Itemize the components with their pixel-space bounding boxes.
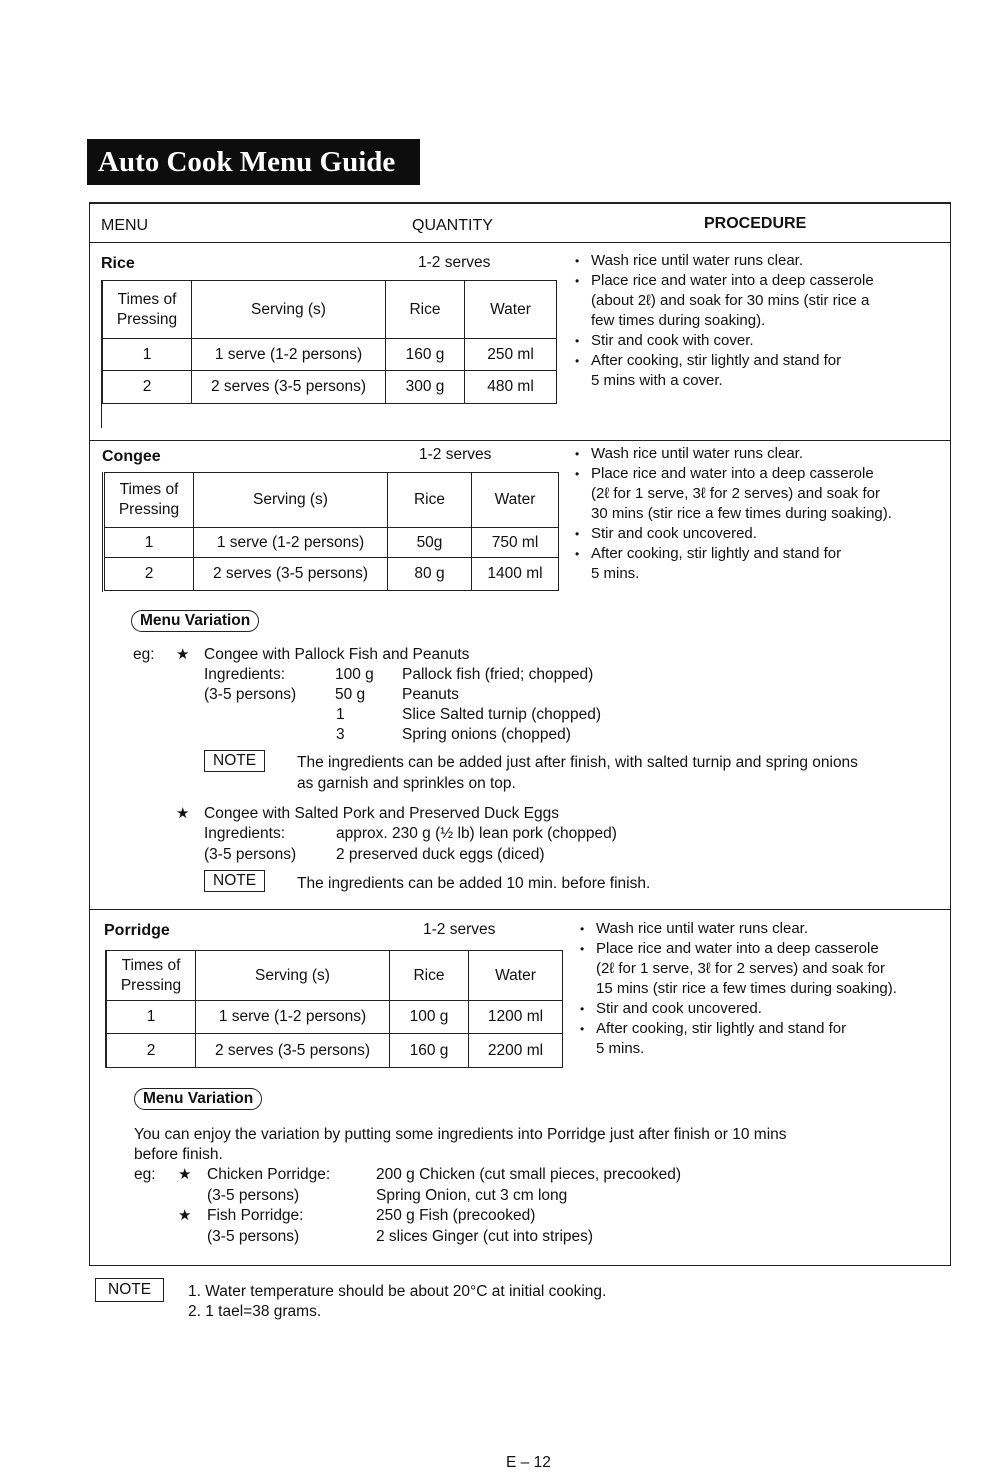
star-icon: ★ bbox=[176, 646, 190, 663]
table-row: 2 2 serves (3-5 persons) 80 g 1400 ml bbox=[105, 558, 559, 591]
note-text: The ingredients can be added just after finish, with salted turnip and spring onions bbox=[297, 754, 858, 771]
ingredients-label: Ingredients: bbox=[204, 666, 285, 683]
persons-label: (3-5 persons) bbox=[207, 1187, 300, 1204]
variation-title: Chicken Porridge: bbox=[207, 1166, 331, 1183]
porridge-title: Porridge bbox=[104, 922, 170, 939]
ingredient-item: 2 slices Ginger (cut into stripes) bbox=[376, 1228, 594, 1245]
ingredient-item: Peanuts bbox=[402, 686, 459, 703]
ingredient-item: 200 g Chicken (cut small pieces, precooked) bbox=[376, 1166, 681, 1183]
times-header: Times of Pressing bbox=[105, 473, 194, 528]
page-number: E – 12 bbox=[506, 1454, 551, 1471]
rice-procedure: • Wash rice until water runs clear. • Place rice and water into a deep casserole (about 2ℓ) and soak for 30 mins (stir rice a few times during soaking). • Stir and cook with cover. • After cooking, stir lightly and stand for 5 mins with a cover. bbox=[573, 251, 874, 391]
star-icon: ★ bbox=[178, 1207, 192, 1224]
menu-variation-label: Menu Variation bbox=[131, 610, 259, 632]
water-header: Water bbox=[465, 281, 557, 339]
ingredient-item: Slice Salted turnip (chopped) bbox=[402, 706, 602, 723]
serving-header: Serving (s) bbox=[196, 951, 390, 1001]
table-bracket bbox=[102, 472, 103, 592]
menu-header: MENU bbox=[101, 217, 149, 234]
star-icon: ★ bbox=[176, 805, 190, 822]
variation-title: Fish Porridge: bbox=[207, 1207, 304, 1224]
ingredient-item: Pallock fish (fried; chopped) bbox=[402, 666, 594, 683]
times-header: Times of Pressing bbox=[107, 951, 196, 1001]
congee-procedure: • Wash rice until water runs clear. • Place rice and water into a deep casserole (2ℓ for 1 serve, 3ℓ for 2 serves) and soak for 30 mins (stir rice a few times during soaking). • Stir and cook uncovered. • After cooking, stir lightly and stand for 5 mins. bbox=[573, 444, 892, 584]
variation-title: Congee with Salted Pork and Preserved Duck Eggs bbox=[204, 805, 559, 822]
section-divider bbox=[89, 909, 951, 910]
eg-label: eg: bbox=[134, 1166, 156, 1183]
rice-title: Rice bbox=[101, 255, 135, 272]
congee-table bbox=[104, 472, 559, 591]
rice-header: Rice bbox=[386, 281, 465, 339]
rice-header: Rice bbox=[388, 473, 472, 528]
table-row: 1 1 serve (1-2 persons) 160 g 250 ml bbox=[103, 339, 557, 371]
table-row: 1 1 serve (1-2 persons) 50g 750 ml bbox=[105, 528, 559, 558]
footer-note-label: NOTE bbox=[95, 1278, 164, 1302]
ingredient-item: Spring onions (chopped) bbox=[402, 726, 571, 743]
note-text: The ingredients can be added 10 min. before finish. bbox=[297, 875, 651, 892]
water-header: Water bbox=[472, 473, 559, 528]
porridge-procedure: • Wash rice until water runs clear. • Place rice and water into a deep casserole (2ℓ for 1 serve, 3ℓ for 2 serves) and soak for 15 mins (stir rice a few times during soaking). • Stir and cook uncovered. • After cooking, stir lightly and stand for 5 mins. bbox=[578, 919, 897, 1059]
variation-intro: before finish. bbox=[134, 1146, 223, 1163]
variation-intro: You can enjoy the variation by putting some ingredients into Porridge just after finish or 10 mins bbox=[134, 1126, 787, 1143]
ingredient-qty: 1 bbox=[336, 706, 345, 723]
rice-header: Rice bbox=[390, 951, 469, 1001]
serving-header: Serving (s) bbox=[194, 473, 388, 528]
rice-table bbox=[102, 280, 557, 404]
note-label: NOTE bbox=[204, 870, 265, 892]
persons-label: (3-5 persons) bbox=[207, 1228, 300, 1245]
congee-quantity: 1-2 serves bbox=[419, 446, 492, 463]
note-text: as garnish and sprinkles on top. bbox=[297, 775, 516, 792]
ingredient-qty: 50 g bbox=[335, 686, 366, 703]
ingredient-item: 2 preserved duck eggs (diced) bbox=[336, 846, 545, 863]
star-icon: ★ bbox=[178, 1166, 192, 1183]
ingredients-label: Ingredients: bbox=[204, 825, 285, 842]
footer-note-2: 2. 1 tael=38 grams. bbox=[188, 1303, 322, 1320]
note-label: NOTE bbox=[204, 750, 265, 772]
procedure-header: PROCEDURE bbox=[704, 215, 807, 232]
porridge-table bbox=[106, 950, 563, 1068]
menu-variation-label: Menu Variation bbox=[134, 1088, 262, 1110]
porridge-quantity: 1-2 serves bbox=[423, 921, 496, 938]
ingredient-item: 250 g Fish (precooked) bbox=[376, 1207, 536, 1224]
section-divider bbox=[89, 440, 951, 441]
serving-header: Serving (s) bbox=[192, 281, 386, 339]
persons-label: (3-5 persons) bbox=[204, 846, 297, 863]
ingredient-item: approx. 230 g (½ lb) lean pork (chopped) bbox=[336, 825, 617, 842]
persons-label: (3-5 persons) bbox=[204, 686, 297, 703]
water-header: Water bbox=[469, 951, 563, 1001]
table-row: 2 2 serves (3-5 persons) 300 g 480 ml bbox=[103, 371, 557, 404]
header-divider bbox=[89, 242, 951, 243]
congee-title: Congee bbox=[102, 448, 161, 465]
quantity-header: QUANTITY bbox=[412, 217, 493, 234]
footer-note-1: 1. Water temperature should be about 20°C at initial cooking. bbox=[188, 1283, 607, 1300]
times-header: Times of Pressing bbox=[103, 281, 192, 339]
variation-title: Congee with Pallock Fish and Peanuts bbox=[204, 646, 470, 663]
ingredient-qty: 100 g bbox=[335, 666, 374, 683]
ingredient-item: Spring Onion, cut 3 cm long bbox=[376, 1187, 568, 1204]
table-row: 2 2 serves (3-5 persons) 160 g 2200 ml bbox=[107, 1034, 563, 1068]
ingredient-qty: 3 bbox=[336, 726, 345, 743]
page-title: Auto Cook Menu Guide bbox=[87, 139, 420, 185]
eg-label: eg: bbox=[133, 646, 155, 663]
rice-quantity: 1-2 serves bbox=[418, 254, 491, 271]
table-row: 1 1 serve (1-2 persons) 100 g 1200 ml bbox=[107, 1001, 563, 1034]
